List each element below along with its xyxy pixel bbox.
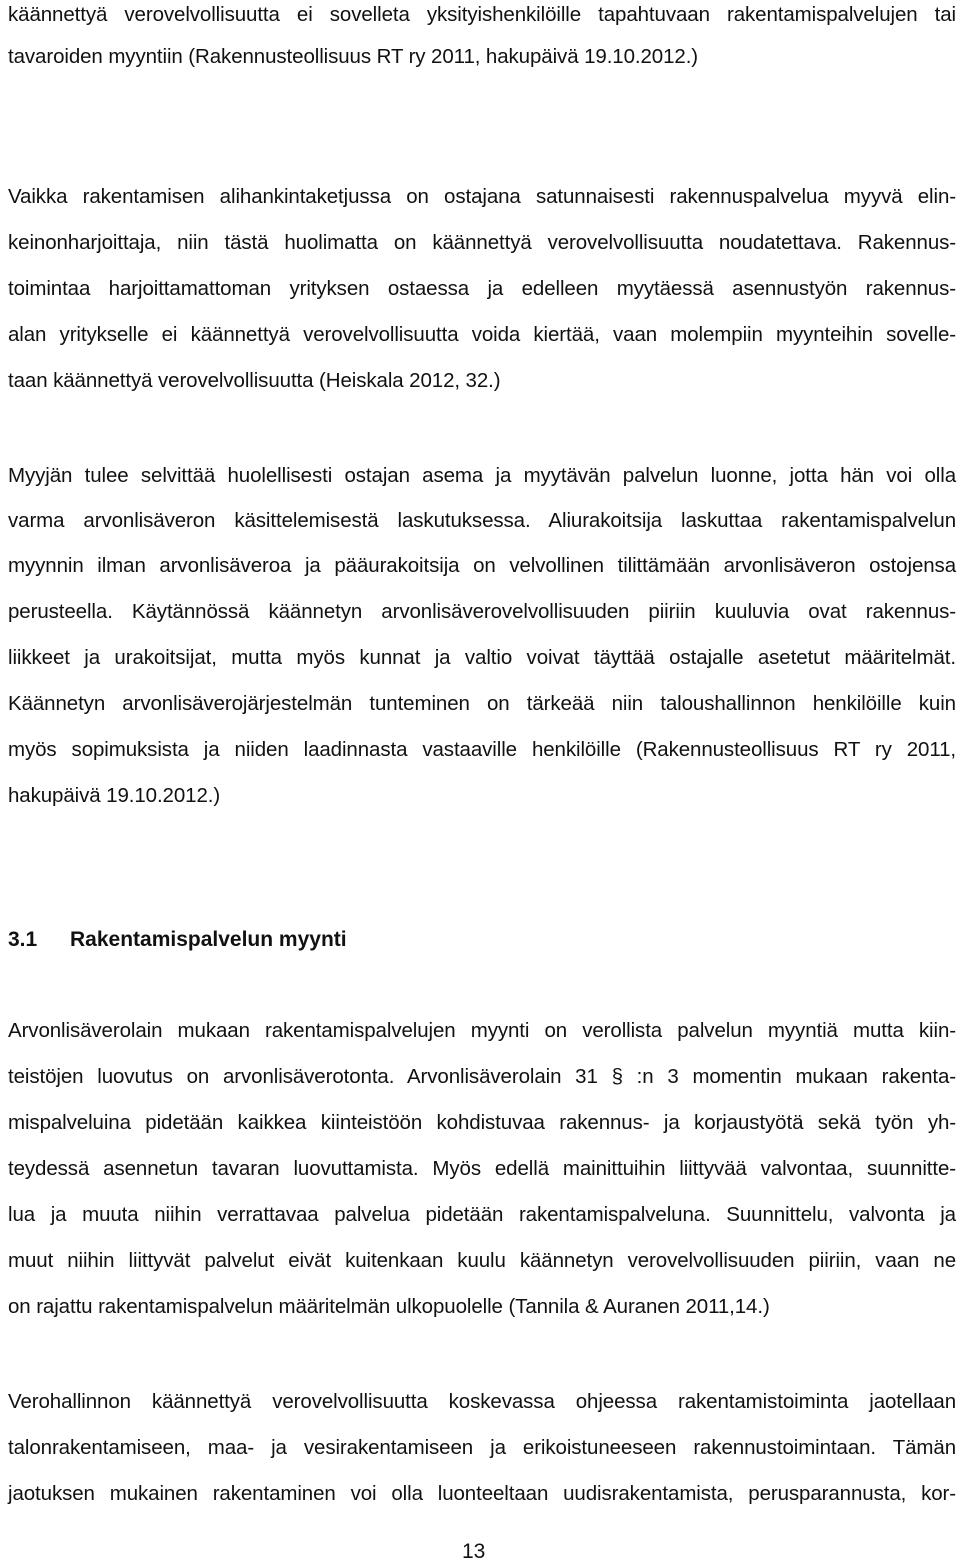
text-line: jaotuksen mukainen rakentaminen voi olla luonteeltaan uudisrakentamista, perusparannusta, kor- <box>8 1482 956 1505</box>
text-line: teydessä asennetun tavaran luovuttamista. Myös edellä mainittuihin liittyvää valvontaa, suunnitte- <box>8 1157 956 1180</box>
text-line: Verohallinnon käännettyä verovelvollisuutta koskevassa ohjeessa rakentamistoiminta jaotellaan <box>8 1390 956 1413</box>
text-line: tavaroiden myyntiin (Rakennusteollisuus RT ry 2011, hakupäivä 19.10.2012.) <box>8 45 699 68</box>
section-heading <box>8 927 347 953</box>
text-line: Käännetyn arvonlisäverojärjestelmän tunteminen on tärkeää niin taloushallinnon henkilöille kuin <box>8 692 956 715</box>
text-line: myös sopimuksista ja niiden laadinnasta vastaaville henkilöille (Rakennusteollisuus RT ry 2011, <box>8 738 956 761</box>
page-number: 13 <box>462 1540 486 1563</box>
text-line: perusteella. Käytännössä käännetyn arvonlisäverovelvollisuuden piiriin kuuluvia ovat rakennus- <box>8 600 956 623</box>
text-line: käännettyä verovelvollisuutta ei sovelleta yksityishenkilöille tapahtuvaan rakentamispalvelujen tai <box>8 3 956 26</box>
text-line: teistöjen luovutus on arvonlisäverotonta. Arvonlisäverolain 31 § :n 3 momentin mukaan rakenta- <box>8 1065 956 1088</box>
text-line: toimintaa harjoittamattoman yrityksen ostaessa ja edelleen myytäessä asennustyön rakennus- <box>8 277 956 300</box>
text-line: lua ja muuta niihin verrattavaa palvelua pidetään rakentamispalveluna. Suunnittelu, valvonta ja <box>8 1203 956 1226</box>
text-line: talonrakentamiseen, maa- ja vesirakentamiseen ja erikoistuneeseen rakennustoimintaan. Tämän <box>8 1436 956 1459</box>
text-line: Myyjän tulee selvittää huolellisesti ostajan asema ja myytävän palvelun luonne, jotta hän voi olla <box>8 464 956 487</box>
text-line: Vaikka rakentamisen alihankintaketjussa on ostajana satunnaisesti rakennuspalvelua myyvä elin- <box>8 185 956 208</box>
text-line: taan käännettyä verovelvollisuutta (Heiskala 2012, 32.) <box>8 369 501 392</box>
text-line: liikkeet ja urakoitsijat, mutta myös kunnat ja valtio voivat täyttää ostajalle asetetut määritelmät. <box>8 646 956 669</box>
section-number: 3.1 <box>8 928 38 951</box>
text-line: alan yritykselle ei käännettyä verovelvollisuutta voida kiertää, vaan molempiin myynteihin sovelle- <box>8 323 956 346</box>
text-line: mispalveluina pidetään kaikkea kiinteistöön kohdistuvaa rakennus- ja korjaustyötä sekä työn yh- <box>8 1111 956 1134</box>
text-line: muut niihin liittyvät palvelut eivät kuitenkaan kuulu käännetyn verovelvollisuuden piiriin, vaan ne <box>8 1249 956 1272</box>
text-line: keinonharjoittaja, niin tästä huolimatta on käännettyä verovelvollisuutta noudatettava. Rakennus- <box>8 231 956 254</box>
text-line: Arvonlisäverolain mukaan rakentamispalvelujen myynti on verollista palvelun myyntiä mutta kiin- <box>8 1019 956 1042</box>
document-page <box>8 0 956 1563</box>
text-line: myynnin ilman arvonlisäveroa ja pääurakoitsija on velvollinen tilittämään arvonlisäveron ostojensa <box>8 554 956 577</box>
section-title: Rakentamispalvelun myynti <box>70 928 347 951</box>
text-line: varma arvonlisäveron käsittelemisestä laskutuksessa. Aliurakoitsija laskuttaa rakentamispalvelun <box>8 509 956 532</box>
text-line: on rajattu rakentamispalvelun määritelmän ulkopuolelle (Tannila & Auranen 2011,14.) <box>8 1295 770 1318</box>
text-line: hakupäivä 19.10.2012.) <box>8 784 221 807</box>
